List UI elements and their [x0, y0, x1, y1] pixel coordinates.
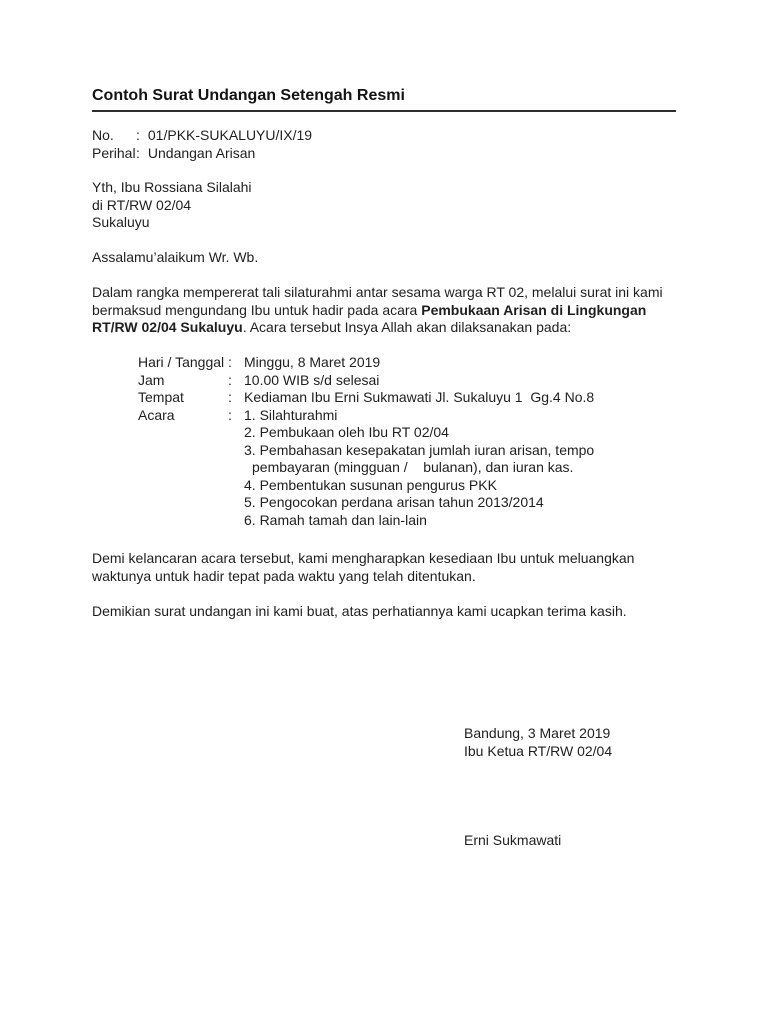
salutation: Assalamu’alaikum Wr. Wb. [92, 249, 259, 265]
detail-agenda-label: Acara [138, 406, 175, 423]
detail-date-label: Hari / Tanggal [138, 354, 225, 370]
detail-place-value: Kediaman Ibu Erni Sukmawati Jl. Sukaluyu 1 Gg.4 No.8 [244, 389, 595, 405]
signature-place-date: Bandung, 3 Maret 2019 [464, 725, 611, 741]
detail-date-colon: : [228, 354, 232, 370]
opening-line-2-bold: Pembukaan Arisan di Lingkungan [421, 301, 647, 318]
letter-subject-value: Undangan Arisan [147, 144, 256, 161]
detail-date-value: Minggu, 8 Maret 2019 [244, 354, 381, 370]
detail-row-date [138, 354, 678, 372]
agenda-item-3-continued: pembayaran (mingguan / bulanan), dan iuran kas. [252, 459, 574, 475]
recipient-area: Sukaluyu [92, 214, 150, 230]
agenda-item-6: 6. Ramah tamah dan lain-lain [244, 511, 427, 528]
opening-line-1: Dalam rangka mempererat tali silaturahmi antar sesama warga RT 02, melalui surat ini kami [92, 284, 663, 300]
detail-place-label: Tempat [138, 389, 184, 405]
detail-row-place [138, 389, 678, 407]
closing-paragraph-2: Demikian surat undangan ini kami buat, atas perhatiannya kami ucapkan terima kasih. [92, 603, 627, 619]
agenda-item-4: 4. Pembentukan susunan pengurus PKK [244, 476, 497, 493]
detail-time-label: Jam [138, 371, 165, 388]
detail-row-time [138, 372, 678, 390]
recipient-block [92, 179, 252, 232]
detail-agenda-colon: : [228, 406, 232, 423]
closing-paragraph-1 [92, 550, 702, 585]
letter-heading-underline [92, 86, 676, 112]
agenda-item-1: 1. Silahturahmi [244, 406, 338, 423]
opening-line-2-text: bermaksud mengundang Ibu untuk hadir pada acara [92, 301, 422, 318]
opening-line-2 [92, 302, 702, 320]
recipient-address: di RT/RW 02/04 [92, 196, 192, 213]
letter-number-label: No. [92, 127, 114, 143]
letter-title: Contoh Surat Undangan Setengah Resmi [92, 87, 405, 104]
agenda-item-5: 5. Pengocokan perdana arisan tahun 2013/2014 [244, 494, 544, 510]
event-details-block [138, 354, 678, 529]
agenda-item-3: 3. Pembahasan kesepakatan jumlah iuran arisan, tempo [244, 441, 595, 458]
agenda-item-2: 2. Pembukaan oleh Ibu RT 02/04 [244, 424, 449, 440]
letter-number-value: 01/PKK-SUKALUYU/IX/19 [147, 127, 313, 143]
letter-number-row [92, 127, 312, 145]
letter-subject-colon: : [136, 144, 140, 161]
detail-time-colon: : [228, 371, 232, 388]
closing-1-line-2: waktunya untuk hadir tepat pada waktu yang telah ditentukan. [92, 567, 476, 584]
opening-line-3 [92, 319, 702, 337]
recipient-name: Yth, Ibu Rossiana Silalahi [92, 179, 252, 195]
signature-block [464, 725, 612, 850]
letter-meta-block [92, 127, 312, 162]
detail-place-colon: : [228, 389, 232, 405]
signature-role: Ibu Ketua RT/RW 02/04 [464, 742, 613, 759]
opening-line-3-text: . Acara tersebut Insya Allah akan dilaksanakan pada: [242, 319, 572, 335]
letter-number-colon: : [136, 127, 140, 143]
detail-time-value: 10.00 WIB s/d selesai [244, 371, 380, 388]
opening-line-3-bold: RT/RW 02/04 Sukaluyu [92, 319, 243, 335]
detail-row-agenda [138, 407, 678, 425]
opening-paragraph [92, 284, 702, 337]
letter-subject-row [92, 145, 312, 163]
letter-subject-label: Perihal [92, 144, 136, 161]
closing-1-line-1: Demi kelancaran acara tersebut, kami mengharapkan kesediaan Ibu untuk meluangkan [92, 550, 635, 566]
signature-name: Erni Sukmawati [464, 832, 562, 848]
